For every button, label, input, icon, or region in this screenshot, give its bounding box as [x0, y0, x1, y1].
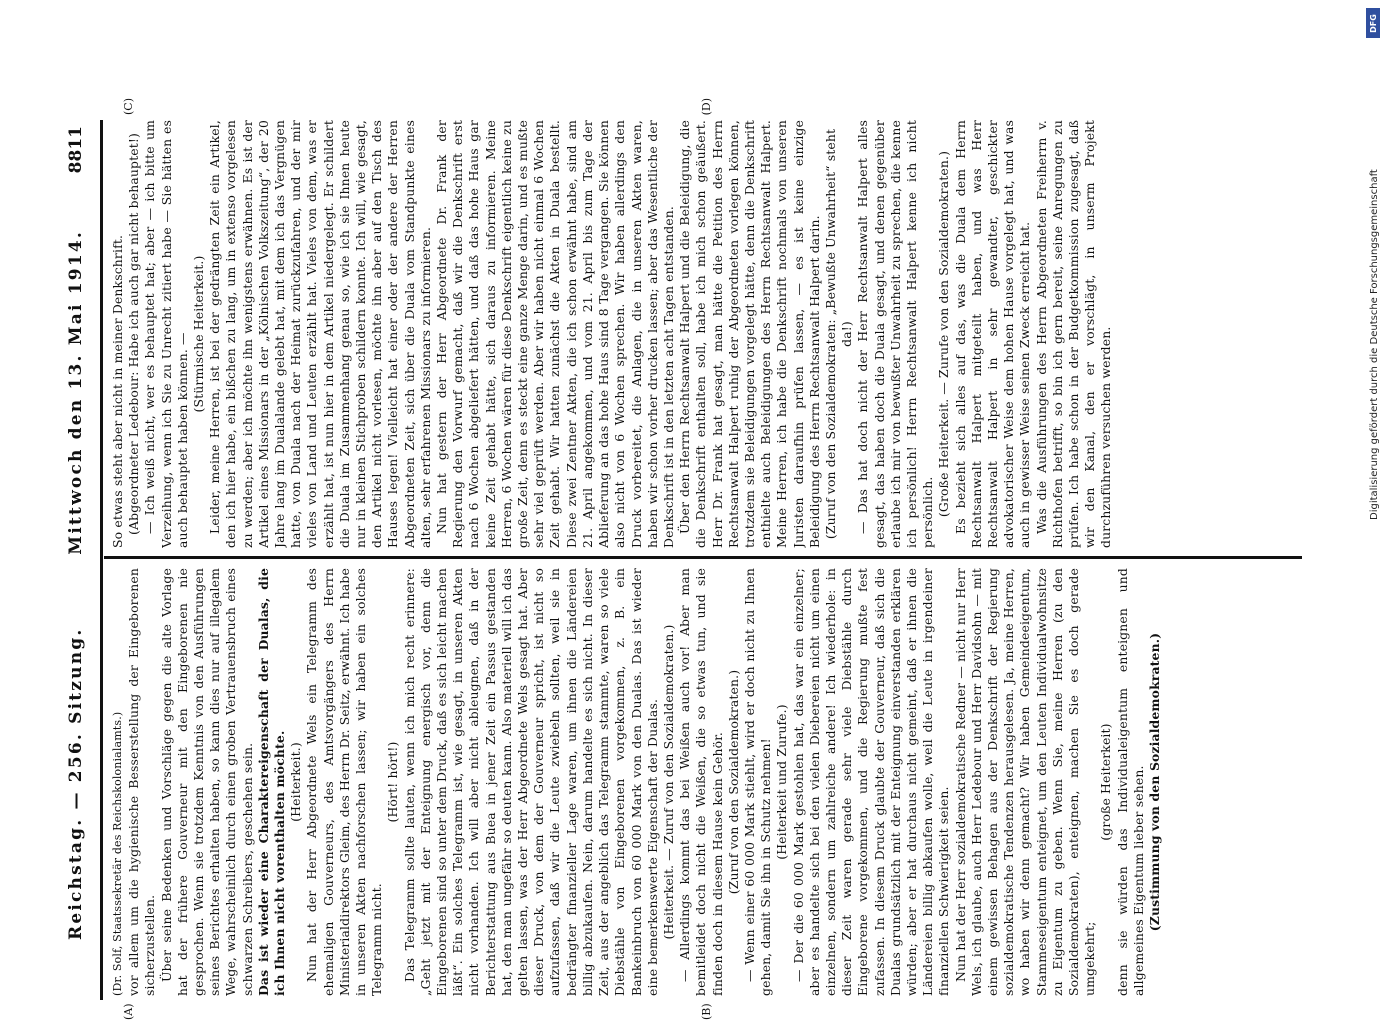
interjection: (große Heiterkeit) [1098, 723, 1114, 841]
interjection: (Stürmische Heiterkeit.) [191, 255, 207, 413]
interjection: (Heiterkeit. — Zuruf von den Sozialdemokraten.) [660, 624, 676, 940]
page-header [66, 120, 104, 1000]
paragraph: — Der die 60 000 Mark gestohlen hat, das war ein einzelner; aber es handelte sich bei den vielen Diebereien nicht um einen einzelnen, sondern um zahlreiche andere! Ich wiederhole: in dieser Zeit waren gerade sehr viele Diebstähle durch Eingeborene vorgekommen, und die Regierung mußte fest zufassen. In diesem Druck glaubte der Gouverneur, daß sich die Dualas grundsätzlich mit der Enteignung einverstanden erklären würden; aber er hat durchaus nicht gemeint, daß er ihnen die Ländereien billig abkaufen wolle, weil die Leute in irgendeiner finanziellen Schwierigkeit seien. [790, 568, 952, 996]
paragraph: — Ich weiß nicht, wer es behauptet hat; aber — ich bitte um Verzeihung, wenn ich Sie zu Unrecht zitiert habe — Sie hätten es auch behauptet haben können. — [142, 120, 190, 548]
header-date: Mittwoch den 13. Mai 1914. [66, 230, 86, 555]
right-column [110, 120, 1300, 548]
header-rule [100, 120, 103, 1000]
margin-mark-b: (B) [700, 1003, 713, 1020]
page-number: 8811 [66, 126, 86, 174]
interjection: (Große Heiterkeit. — Zurufe von den Sozialdemokraten.) [936, 150, 952, 518]
paragraph: Leider, meine Herren, ist bei der gedrängten Zeit ein Artikel, den ich hier habe, ein bißchen zu lang, um in extenso vorgelesen zu werden; aber ich möchte ihn wenigstens erwähnen. Es ist der Artikel eines Missionars in der „Kölnischen Volkszeitung“, der 20 Jahre lang im Dualalande gelebt hat, mit dem ich das Vergnügen hatte, von Duala nach der Heimat zurückzufahren, und der mir vieles von Land und Leuten erzählt hat. Vieles von dem, was er erzählt hat, ist nun hier in dem Artikel niedergelegt. Er schildert die Duala im Zusammenhang genau so, wie ich sie Ihnen heute nur in kleinen Stichproben schildern konnte. Ich will, wie gesagt, den Artikel nicht vorlesen, möchte ihn aber auf den Tisch des Hauses legen! Vielleicht hat einer oder der andere der Herren Abgeordneten Zeit, sich über die Duala vom Standpunkte eines alten, sehr erfahrenen Missionars zu informieren. [207, 120, 433, 548]
paragraph: Nun hat gestern der Herr Abgeordnete Dr. Frank der Regierung den Vorwurf gemacht, daß wir die Denkschrift erst nach 6 Wochen abgeliefert hätten, und daß das hohe Haus gar keine Zeit gehabt hätte, sich daraus zu informieren. Meine Herren, 6 Wochen wären für diese Denkschrift eigentlich keine zu große Zeit, denn es steckt eine ganze Menge darin, und es mußte sehr viel geprüft werden. Aber wir haben nicht einmal 6 Wochen Zeit gehabt. Wir hatten zunächst die Akten in Duala bestellt. Diese zwei Zentner Akten, die ich schon erwähnt habe, sind am 21. April angekommen, und vom 21. April bis zum Tage der Ablieferung an das hohe Haus sind 8 Tage vergangen. Sie können also nicht von 6 Wochen sprechen. Wir haben allerdings den Druck vorbereitet, die Anlagen, die in unseren Akten waren, haben wir schon vorher drucken lassen; aber das Wesentliche der Denkschrift ist in den letzten acht Tagen entstanden. [434, 120, 676, 548]
paragraph: Nun hat der Herr sozialdemokratische Redner — nicht nur Herr Wels, ich glaube, auch Herr Ledebour und Herr Davidsohn — mit einem gewissen Behagen aus der Denkschrift der Regierung sozialdemokratische Tendenzen herausgelesen. Ja, meine Herren, wo haben wir denn gemacht? Wir haben Gemeindeeigentum, Stammeseigentum enteignet, um den Leuten Individualwohnsitze zu Eigentum zu geben. Wenn Sie, meine Herren (zu den Sozialdemokraten), enteignen, machen Sie es doch gerade umgekehrt; [952, 568, 1098, 996]
paragraph: — Das hat doch nicht der Herr Rechtsanwalt Halpert alles gesagt, das haben doch die Duala gesagt, und denen gegenüber erlaube ich mir von bewußter Unwahrheit zu sprechen, die kenne ich persönlich! Herrn Rechtsanwalt Halpert kenne ich nicht persönlich. [855, 120, 936, 548]
paragraph: Über seine Bedenken und Vorschläge gegen die alte Vorlage hat der frühere Gouverneur mit den Eingeborenen nie gesprochen. Wenn sie trotzdem Kenntnis von den Ausführungen seines Berichtes erhalten haben, so kann dies nur auf illegalem Wege, wahrscheinlich durch einen groben Vertrauensbruch eines schwarzen Schreibers, geschehen sein. [158, 568, 255, 996]
dfg-logo [1366, 8, 1380, 38]
interjection: (Zustimmung von den Sozialdemokraten.) [1147, 632, 1162, 932]
interjection: (Heiterkeit.) [288, 742, 304, 822]
paragraph: vor allem um die hygienische Besserstellung der Eingeborenen sicherzustellen. [126, 568, 158, 996]
paragraph: Nun hat der Herr Abgeordnete Wels ein Telegramm des ehemaligen Gouverneurs, des Amtsvorgängers des Herrn Ministerialdirektors Gleim, des Herrn Dr. Seitz, erwähnt. Ich habe in unseren Akten nachforschen lassen; wir haben ein solches Telegramm nicht. [304, 568, 385, 996]
interjection: (Zuruf von den Sozialdemokraten: „Bewußte Unwahrheit“ steht da!) [822, 128, 855, 540]
header-left: Reichstag. — 256. Sitzung. [66, 627, 86, 940]
dfg-logo-text: DFG [1368, 13, 1378, 33]
margin-mark-a: (A) [122, 1003, 135, 1020]
paragraph: (Dr. Solf, Staatssekretär des Reichskolonialamts.) [111, 711, 124, 996]
paragraph: Was die Ausführungen des Herrn Abgeordneten Freiherrn v. Richthofen betrifft, so bin ich gern bereit, seine Anregungen zu prüfen. Ich habe schon in der Budgetkommission zugesagt, daß wir den Kanal, den er vorschlägt, in unserm Projekt durchzuführen versuchen werden. [1033, 120, 1114, 548]
paragraph: — Wenn einer 60 000 Mark stiehlt, wird er doch nicht zu Ihnen gehen, damit Sie ihn in Schutz nehmen! [741, 568, 774, 996]
paragraph: Das Telegramm sollte lauten, wenn ich mich recht erinnere: „Geht jetzt mit der Enteignung energisch vor, denn die Eingeborenen sind so unter dem Druck, daß es sich leicht machen läßt“. Ein solches Telegramm ist, wie gesagt, in unseren Akten nicht vorhanden. Ich will aber nicht ableugnen, daß in der Berichterstattung aus Buea in jener Zeit ein Passus gestanden hat, den man ungefähr so deuten kann. Also materiell will ich das gelten lassen, was der Herr Abgeordnete Wels gesagt hat. Aber dieser Druck, von dem der Gouverneur spricht, ist nicht so aufzufassen, daß wir die Leute zwiebeln sollten, weil sie in bedrängter finanzieller Lage waren, um ihnen die Ländereien billig abzukaufen. Nein, darum handelte es sich nicht. In dieser Zeit, aus der angeblich das Telegramm stammte, waren so viele Diebstähle von Eingeborenen vorgekommen, z. B. ein Bankeinbruch von 60 000 Mark von den Dualas. Das ist wieder eine bemerkenswerte Eigenschaft der Dualas. [401, 568, 660, 996]
paragraph: denn sie würden das Individualeigentum enteignen und allgemeines Eigentum lieber sehen. [1114, 568, 1146, 996]
interjection: (Heiterkeit und Zurufe.) [774, 704, 790, 860]
paragraph: — Allerdings kommt das bei Weißen auch vor! Aber man bemitleidet doch nicht die Weißen, die so etwas tun, und sie finden doch in diesem Hause kein Gehör. [677, 568, 725, 996]
margin-mark-c: (C) [122, 98, 135, 115]
digitization-credit: Digitalisierung gefördert durch die Deutsche Forschungsgemeinschaft [1369, 169, 1380, 520]
interjection: (Abgeordneter Ledebour: Habe ich auch gar nicht behauptet!) [126, 133, 142, 535]
paragraph: Über den Herrn Rechtsanwalt Halpert und die Beleidigung, die die Denkschrift enthalten soll, habe ich mich schon geäußert. Herr Dr. Frank hat gesagt, man hätte die Petition des Herrn Rechtsanwalt Halpert ruhig der Abgeordneten vorlegen können, trotzdem sie Beleidigungen vorgelegt hätte, denn die Denkschrift enthielte auch Beleidigungen des Herrn Rechtsanwalt Halpert. Meine Herren, ich habe die Denkschrift nochmals von unseren Juristen daraufhin prüfen lassen, — es ist keine einzige Beleidigung des Herrn Rechtsanwalt Halpert darin. [677, 120, 822, 548]
left-column [110, 568, 1300, 996]
paragraph: So etwas steht aber nicht in meiner Denkschrift. [110, 234, 125, 548]
margin-mark-d: (D) [700, 98, 713, 116]
document-page [60, 98, 1310, 1020]
interjection: (Zuruf von den Sozialdemokraten.) [725, 669, 741, 895]
paragraph: Das ist wieder eine Charaktereigenschaft der Dualas, die ich Ihnen nicht vorenthalten möchte. [255, 568, 288, 996]
column-divider [104, 556, 1302, 559]
paragraph: Es bezieht sich alles auf das, was die Duala dem Herrn Rechtsanwalt Halpert mitgeteilt haben, und was Herr Rechtsanwalt Halpert in sehr gewandter, geschickter advokatorischer Weise dem hohen Hause vorgelegt hat, und was auch in gewisser Weise seinen Zweck erreicht hat. [952, 120, 1033, 548]
interjection: (Hört! hört!) [385, 741, 401, 823]
